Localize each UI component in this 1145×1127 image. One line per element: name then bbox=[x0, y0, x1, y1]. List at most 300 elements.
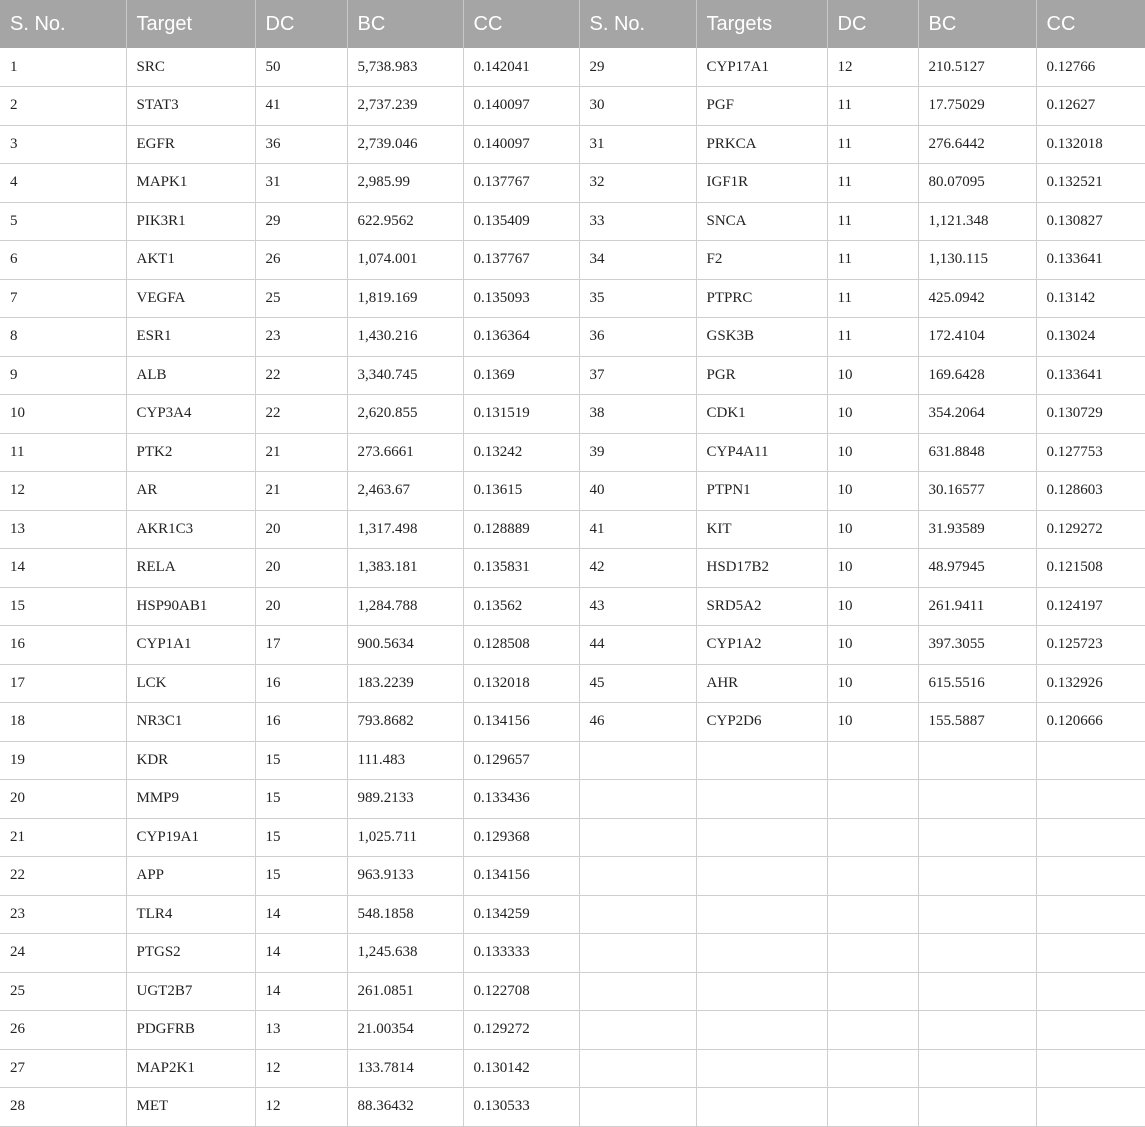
cell-cc-left: 0.130533 bbox=[463, 1088, 579, 1127]
cell-cc-right bbox=[1036, 1088, 1145, 1127]
cell-target-left: AR bbox=[126, 472, 255, 511]
cell-targets-right: F2 bbox=[696, 241, 827, 280]
cell-sno-left: 7 bbox=[0, 279, 126, 318]
cell-cc-right bbox=[1036, 857, 1145, 896]
cell-bc-left: 5,738.983 bbox=[347, 48, 463, 87]
cell-cc-right: 0.121508 bbox=[1036, 549, 1145, 588]
cell-dc-left: 14 bbox=[255, 972, 347, 1011]
cell-cc-left: 0.137767 bbox=[463, 241, 579, 280]
cell-target-left: TLR4 bbox=[126, 895, 255, 934]
cell-dc-right bbox=[827, 857, 918, 896]
cell-target-left: EGFR bbox=[126, 125, 255, 164]
cell-bc-left: 989.2133 bbox=[347, 780, 463, 819]
cell-bc-right: 169.6428 bbox=[918, 356, 1036, 395]
cell-cc-right: 0.127753 bbox=[1036, 433, 1145, 472]
table-row bbox=[0, 780, 1145, 819]
cell-cc-right: 0.129272 bbox=[1036, 510, 1145, 549]
cell-sno-right bbox=[579, 1011, 696, 1050]
cell-dc-right: 11 bbox=[827, 164, 918, 203]
table-row bbox=[0, 510, 1145, 549]
cell-dc-left: 36 bbox=[255, 125, 347, 164]
cell-dc-right bbox=[827, 1011, 918, 1050]
table-row bbox=[0, 587, 1145, 626]
cell-sno-right: 44 bbox=[579, 626, 696, 665]
table-row bbox=[0, 818, 1145, 857]
cell-bc-right: 615.5516 bbox=[918, 664, 1036, 703]
cell-targets-right: SNCA bbox=[696, 202, 827, 241]
cell-target-left: LCK bbox=[126, 664, 255, 703]
cell-dc-left: 16 bbox=[255, 703, 347, 742]
header-bc-right: BC bbox=[918, 0, 1036, 48]
cell-sno-left: 2 bbox=[0, 87, 126, 126]
cell-targets-right bbox=[696, 741, 827, 780]
cell-sno-left: 13 bbox=[0, 510, 126, 549]
cell-dc-left: 31 bbox=[255, 164, 347, 203]
cell-cc-left: 0.136364 bbox=[463, 318, 579, 357]
cell-target-left: HSP90AB1 bbox=[126, 587, 255, 626]
cell-bc-left: 273.6661 bbox=[347, 433, 463, 472]
cell-cc-left: 0.13615 bbox=[463, 472, 579, 511]
cell-dc-left: 13 bbox=[255, 1011, 347, 1050]
cell-sno-left: 1 bbox=[0, 48, 126, 87]
cell-cc-left: 0.129272 bbox=[463, 1011, 579, 1050]
cell-dc-left: 22 bbox=[255, 356, 347, 395]
cell-sno-left: 8 bbox=[0, 318, 126, 357]
cell-cc-right: 0.132018 bbox=[1036, 125, 1145, 164]
cell-targets-right: PTPRC bbox=[696, 279, 827, 318]
cell-bc-left: 261.0851 bbox=[347, 972, 463, 1011]
table-row bbox=[0, 1088, 1145, 1127]
cell-targets-right bbox=[696, 1088, 827, 1127]
cell-targets-right bbox=[696, 780, 827, 819]
cell-cc-left: 0.135831 bbox=[463, 549, 579, 588]
cell-dc-right: 10 bbox=[827, 510, 918, 549]
cell-targets-right: AHR bbox=[696, 664, 827, 703]
cell-target-left: PDGFRB bbox=[126, 1011, 255, 1050]
table-row bbox=[0, 125, 1145, 164]
cell-sno-right bbox=[579, 1088, 696, 1127]
cell-targets-right bbox=[696, 1011, 827, 1050]
cell-cc-right: 0.132926 bbox=[1036, 664, 1145, 703]
cell-sno-right bbox=[579, 818, 696, 857]
table-row bbox=[0, 241, 1145, 280]
cell-sno-right: 34 bbox=[579, 241, 696, 280]
table-row bbox=[0, 433, 1145, 472]
cell-bc-right bbox=[918, 895, 1036, 934]
cell-bc-left: 793.8682 bbox=[347, 703, 463, 742]
cell-cc-right bbox=[1036, 1049, 1145, 1088]
cell-bc-left: 2,737.239 bbox=[347, 87, 463, 126]
cell-cc-right: 0.12627 bbox=[1036, 87, 1145, 126]
cell-target-left: MMP9 bbox=[126, 780, 255, 819]
cell-dc-right bbox=[827, 1088, 918, 1127]
cell-target-left: UGT2B7 bbox=[126, 972, 255, 1011]
cell-sno-right bbox=[579, 1049, 696, 1088]
cell-sno-right bbox=[579, 780, 696, 819]
cell-dc-left: 21 bbox=[255, 472, 347, 511]
cell-dc-right: 11 bbox=[827, 279, 918, 318]
header-target-left: Target bbox=[126, 0, 255, 48]
cell-sno-left: 21 bbox=[0, 818, 126, 857]
cell-cc-right bbox=[1036, 895, 1145, 934]
cell-bc-right bbox=[918, 780, 1036, 819]
cell-target-left: APP bbox=[126, 857, 255, 896]
cell-dc-left: 50 bbox=[255, 48, 347, 87]
cell-target-left: SRC bbox=[126, 48, 255, 87]
cell-cc-left: 0.135409 bbox=[463, 202, 579, 241]
cell-targets-right: CYP1A2 bbox=[696, 626, 827, 665]
header-targets-right: Targets bbox=[696, 0, 827, 48]
cell-sno-right: 40 bbox=[579, 472, 696, 511]
cell-cc-right: 0.120666 bbox=[1036, 703, 1145, 742]
cell-target-left: MET bbox=[126, 1088, 255, 1127]
cell-cc-left: 0.135093 bbox=[463, 279, 579, 318]
cell-bc-right bbox=[918, 857, 1036, 896]
cell-target-left: CYP19A1 bbox=[126, 818, 255, 857]
cell-sno-left: 4 bbox=[0, 164, 126, 203]
table-row bbox=[0, 48, 1145, 87]
cell-dc-right bbox=[827, 1049, 918, 1088]
table-row bbox=[0, 549, 1145, 588]
table-row bbox=[0, 741, 1145, 780]
cell-dc-right: 11 bbox=[827, 318, 918, 357]
cell-sno-left: 15 bbox=[0, 587, 126, 626]
cell-target-left: AKT1 bbox=[126, 241, 255, 280]
cell-cc-right: 0.128603 bbox=[1036, 472, 1145, 511]
cell-target-left: STAT3 bbox=[126, 87, 255, 126]
table-row bbox=[0, 664, 1145, 703]
cell-cc-right: 0.130729 bbox=[1036, 395, 1145, 434]
cell-bc-left: 2,739.046 bbox=[347, 125, 463, 164]
cell-bc-right: 425.0942 bbox=[918, 279, 1036, 318]
cell-cc-right: 0.133641 bbox=[1036, 241, 1145, 280]
cell-sno-right: 32 bbox=[579, 164, 696, 203]
cell-sno-left: 5 bbox=[0, 202, 126, 241]
cell-bc-left: 622.9562 bbox=[347, 202, 463, 241]
cell-bc-right bbox=[918, 1088, 1036, 1127]
cell-targets-right: CYP4A11 bbox=[696, 433, 827, 472]
cell-bc-left: 21.00354 bbox=[347, 1011, 463, 1050]
cell-sno-left: 24 bbox=[0, 934, 126, 973]
cell-targets-right: CYP2D6 bbox=[696, 703, 827, 742]
cell-dc-left: 29 bbox=[255, 202, 347, 241]
cell-dc-left: 21 bbox=[255, 433, 347, 472]
cell-sno-left: 27 bbox=[0, 1049, 126, 1088]
cell-target-left: AKR1C3 bbox=[126, 510, 255, 549]
cell-cc-left: 0.1369 bbox=[463, 356, 579, 395]
cell-cc-right: 0.132521 bbox=[1036, 164, 1145, 203]
cell-bc-right: 1,130.115 bbox=[918, 241, 1036, 280]
cell-sno-right: 33 bbox=[579, 202, 696, 241]
cell-cc-left: 0.134156 bbox=[463, 703, 579, 742]
cell-sno-left: 19 bbox=[0, 741, 126, 780]
cell-cc-left: 0.128508 bbox=[463, 626, 579, 665]
cell-targets-right bbox=[696, 818, 827, 857]
cell-targets-right bbox=[696, 857, 827, 896]
cell-target-left: MAPK1 bbox=[126, 164, 255, 203]
cell-bc-right: 155.5887 bbox=[918, 703, 1036, 742]
cell-bc-left: 548.1858 bbox=[347, 895, 463, 934]
cell-cc-left: 0.133333 bbox=[463, 934, 579, 973]
cell-sno-right: 41 bbox=[579, 510, 696, 549]
cell-dc-left: 20 bbox=[255, 510, 347, 549]
cell-bc-left: 1,025.711 bbox=[347, 818, 463, 857]
cell-cc-left: 0.134156 bbox=[463, 857, 579, 896]
cell-bc-right bbox=[918, 1011, 1036, 1050]
table-row bbox=[0, 356, 1145, 395]
cell-dc-right bbox=[827, 895, 918, 934]
cell-dc-left: 15 bbox=[255, 741, 347, 780]
cell-dc-right: 12 bbox=[827, 48, 918, 87]
cell-dc-right bbox=[827, 934, 918, 973]
cell-sno-left: 28 bbox=[0, 1088, 126, 1127]
cell-sno-left: 10 bbox=[0, 395, 126, 434]
cell-cc-right bbox=[1036, 818, 1145, 857]
cell-bc-left: 1,819.169 bbox=[347, 279, 463, 318]
cell-cc-left: 0.132018 bbox=[463, 664, 579, 703]
table-header bbox=[0, 0, 1145, 48]
cell-cc-right: 0.125723 bbox=[1036, 626, 1145, 665]
cell-cc-right: 0.13024 bbox=[1036, 318, 1145, 357]
header-dc-right: DC bbox=[827, 0, 918, 48]
table-row bbox=[0, 202, 1145, 241]
cell-targets-right: PRKCA bbox=[696, 125, 827, 164]
cell-bc-right: 276.6442 bbox=[918, 125, 1036, 164]
cell-targets-right bbox=[696, 934, 827, 973]
cell-sno-right: 35 bbox=[579, 279, 696, 318]
cell-bc-left: 2,620.855 bbox=[347, 395, 463, 434]
cell-cc-right bbox=[1036, 780, 1145, 819]
cell-bc-left: 1,383.181 bbox=[347, 549, 463, 588]
table-row bbox=[0, 472, 1145, 511]
header-sno-left: S. No. bbox=[0, 0, 126, 48]
table-row bbox=[0, 87, 1145, 126]
cell-targets-right bbox=[696, 895, 827, 934]
cell-bc-right: 31.93589 bbox=[918, 510, 1036, 549]
cell-dc-left: 41 bbox=[255, 87, 347, 126]
cell-targets-right: CDK1 bbox=[696, 395, 827, 434]
cell-targets-right: CYP17A1 bbox=[696, 48, 827, 87]
cell-bc-right: 30.16577 bbox=[918, 472, 1036, 511]
cell-sno-left: 20 bbox=[0, 780, 126, 819]
table-row bbox=[0, 164, 1145, 203]
table-row bbox=[0, 934, 1145, 973]
header-row bbox=[0, 0, 1145, 48]
header-cc-right: CC bbox=[1036, 0, 1145, 48]
cell-sno-left: 23 bbox=[0, 895, 126, 934]
cell-target-left: PTGS2 bbox=[126, 934, 255, 973]
cell-target-left: PTK2 bbox=[126, 433, 255, 472]
cell-targets-right: PTPN1 bbox=[696, 472, 827, 511]
cell-bc-right: 172.4104 bbox=[918, 318, 1036, 357]
cell-dc-right: 10 bbox=[827, 356, 918, 395]
table-row bbox=[0, 857, 1145, 896]
cell-bc-left: 88.36432 bbox=[347, 1088, 463, 1127]
cell-sno-right bbox=[579, 895, 696, 934]
cell-bc-left: 1,245.638 bbox=[347, 934, 463, 973]
cell-cc-right: 0.12766 bbox=[1036, 48, 1145, 87]
cell-target-left: CYP3A4 bbox=[126, 395, 255, 434]
cell-sno-left: 14 bbox=[0, 549, 126, 588]
cell-cc-right bbox=[1036, 1011, 1145, 1050]
table-row bbox=[0, 703, 1145, 742]
table-body bbox=[0, 48, 1145, 1126]
cell-sno-left: 26 bbox=[0, 1011, 126, 1050]
table-row bbox=[0, 626, 1145, 665]
cell-targets-right: IGF1R bbox=[696, 164, 827, 203]
cell-sno-left: 3 bbox=[0, 125, 126, 164]
cell-sno-right: 31 bbox=[579, 125, 696, 164]
cell-cc-right: 0.124197 bbox=[1036, 587, 1145, 626]
cell-bc-left: 2,463.67 bbox=[347, 472, 463, 511]
cell-sno-right bbox=[579, 857, 696, 896]
cell-cc-right: 0.13142 bbox=[1036, 279, 1145, 318]
cell-sno-right: 38 bbox=[579, 395, 696, 434]
cell-bc-right: 48.97945 bbox=[918, 549, 1036, 588]
cell-dc-right: 10 bbox=[827, 472, 918, 511]
cell-cc-left: 0.133436 bbox=[463, 780, 579, 819]
cell-sno-right bbox=[579, 972, 696, 1011]
cell-bc-right bbox=[918, 1049, 1036, 1088]
cell-sno-right: 39 bbox=[579, 433, 696, 472]
table-row bbox=[0, 395, 1145, 434]
cell-dc-left: 20 bbox=[255, 549, 347, 588]
cell-sno-right bbox=[579, 934, 696, 973]
cell-sno-right: 45 bbox=[579, 664, 696, 703]
cell-dc-right: 10 bbox=[827, 549, 918, 588]
table-row bbox=[0, 1049, 1145, 1088]
cell-dc-right: 10 bbox=[827, 626, 918, 665]
cell-sno-left: 12 bbox=[0, 472, 126, 511]
cell-dc-right bbox=[827, 818, 918, 857]
cell-dc-right: 11 bbox=[827, 125, 918, 164]
cell-cc-right bbox=[1036, 741, 1145, 780]
cell-bc-left: 1,074.001 bbox=[347, 241, 463, 280]
cell-bc-right: 80.07095 bbox=[918, 164, 1036, 203]
cell-cc-left: 0.140097 bbox=[463, 125, 579, 164]
cell-dc-right: 10 bbox=[827, 703, 918, 742]
cell-dc-left: 20 bbox=[255, 587, 347, 626]
cell-targets-right: PGR bbox=[696, 356, 827, 395]
header-cc-left: CC bbox=[463, 0, 579, 48]
table-row bbox=[0, 972, 1145, 1011]
cell-bc-right: 17.75029 bbox=[918, 87, 1036, 126]
cell-bc-left: 900.5634 bbox=[347, 626, 463, 665]
cell-targets-right: GSK3B bbox=[696, 318, 827, 357]
cell-bc-left: 2,985.99 bbox=[347, 164, 463, 203]
cell-target-left: ALB bbox=[126, 356, 255, 395]
cell-cc-left: 0.13242 bbox=[463, 433, 579, 472]
cell-dc-right: 10 bbox=[827, 395, 918, 434]
cell-sno-right bbox=[579, 741, 696, 780]
cell-cc-left: 0.140097 bbox=[463, 87, 579, 126]
header-sno-right: S. No. bbox=[579, 0, 696, 48]
cell-bc-left: 963.9133 bbox=[347, 857, 463, 896]
cell-dc-left: 25 bbox=[255, 279, 347, 318]
cell-targets-right: SRD5A2 bbox=[696, 587, 827, 626]
cell-bc-left: 111.483 bbox=[347, 741, 463, 780]
cell-cc-right bbox=[1036, 934, 1145, 973]
cell-target-left: RELA bbox=[126, 549, 255, 588]
cell-bc-right: 354.2064 bbox=[918, 395, 1036, 434]
cell-target-left: PIK3R1 bbox=[126, 202, 255, 241]
cell-cc-left: 0.129368 bbox=[463, 818, 579, 857]
cell-cc-left: 0.131519 bbox=[463, 395, 579, 434]
cell-cc-left: 0.13562 bbox=[463, 587, 579, 626]
cell-sno-left: 22 bbox=[0, 857, 126, 896]
cell-dc-left: 14 bbox=[255, 895, 347, 934]
cell-bc-right: 210.5127 bbox=[918, 48, 1036, 87]
table-row bbox=[0, 279, 1145, 318]
cell-dc-left: 15 bbox=[255, 818, 347, 857]
cell-cc-left: 0.142041 bbox=[463, 48, 579, 87]
cell-sno-right: 42 bbox=[579, 549, 696, 588]
cell-bc-left: 1,284.788 bbox=[347, 587, 463, 626]
cell-bc-right: 631.8848 bbox=[918, 433, 1036, 472]
cell-dc-left: 16 bbox=[255, 664, 347, 703]
cell-target-left: MAP2K1 bbox=[126, 1049, 255, 1088]
header-bc-left: BC bbox=[347, 0, 463, 48]
cell-dc-right: 10 bbox=[827, 664, 918, 703]
cell-cc-right bbox=[1036, 972, 1145, 1011]
cell-dc-left: 17 bbox=[255, 626, 347, 665]
cell-dc-right: 11 bbox=[827, 87, 918, 126]
table-row bbox=[0, 1011, 1145, 1050]
cell-bc-left: 1,317.498 bbox=[347, 510, 463, 549]
cell-dc-left: 15 bbox=[255, 780, 347, 819]
cell-targets-right bbox=[696, 1049, 827, 1088]
cell-targets-right bbox=[696, 972, 827, 1011]
cell-dc-right: 11 bbox=[827, 202, 918, 241]
cell-cc-right: 0.130827 bbox=[1036, 202, 1145, 241]
cell-cc-left: 0.134259 bbox=[463, 895, 579, 934]
cell-bc-left: 133.7814 bbox=[347, 1049, 463, 1088]
cell-target-left: ESR1 bbox=[126, 318, 255, 357]
cell-dc-left: 26 bbox=[255, 241, 347, 280]
cell-targets-right: PGF bbox=[696, 87, 827, 126]
cell-bc-left: 3,340.745 bbox=[347, 356, 463, 395]
cell-dc-right bbox=[827, 780, 918, 819]
cell-bc-right bbox=[918, 741, 1036, 780]
cell-bc-left: 1,430.216 bbox=[347, 318, 463, 357]
cell-cc-left: 0.128889 bbox=[463, 510, 579, 549]
cell-dc-left: 23 bbox=[255, 318, 347, 357]
table-row bbox=[0, 318, 1145, 357]
cell-dc-right: 10 bbox=[827, 587, 918, 626]
cell-sno-left: 17 bbox=[0, 664, 126, 703]
cell-targets-right: KIT bbox=[696, 510, 827, 549]
cell-dc-left: 22 bbox=[255, 395, 347, 434]
cell-target-left: KDR bbox=[126, 741, 255, 780]
cell-cc-left: 0.129657 bbox=[463, 741, 579, 780]
cell-bc-right bbox=[918, 972, 1036, 1011]
cell-bc-left: 183.2239 bbox=[347, 664, 463, 703]
cell-target-left: NR3C1 bbox=[126, 703, 255, 742]
cell-sno-left: 18 bbox=[0, 703, 126, 742]
cell-bc-right: 397.3055 bbox=[918, 626, 1036, 665]
cell-target-left: CYP1A1 bbox=[126, 626, 255, 665]
cell-cc-left: 0.130142 bbox=[463, 1049, 579, 1088]
cell-sno-left: 11 bbox=[0, 433, 126, 472]
cell-sno-right: 29 bbox=[579, 48, 696, 87]
cell-dc-right bbox=[827, 972, 918, 1011]
cell-sno-left: 25 bbox=[0, 972, 126, 1011]
table-row bbox=[0, 895, 1145, 934]
cell-bc-right: 261.9411 bbox=[918, 587, 1036, 626]
cell-target-left: VEGFA bbox=[126, 279, 255, 318]
header-dc-left: DC bbox=[255, 0, 347, 48]
cell-sno-right: 37 bbox=[579, 356, 696, 395]
